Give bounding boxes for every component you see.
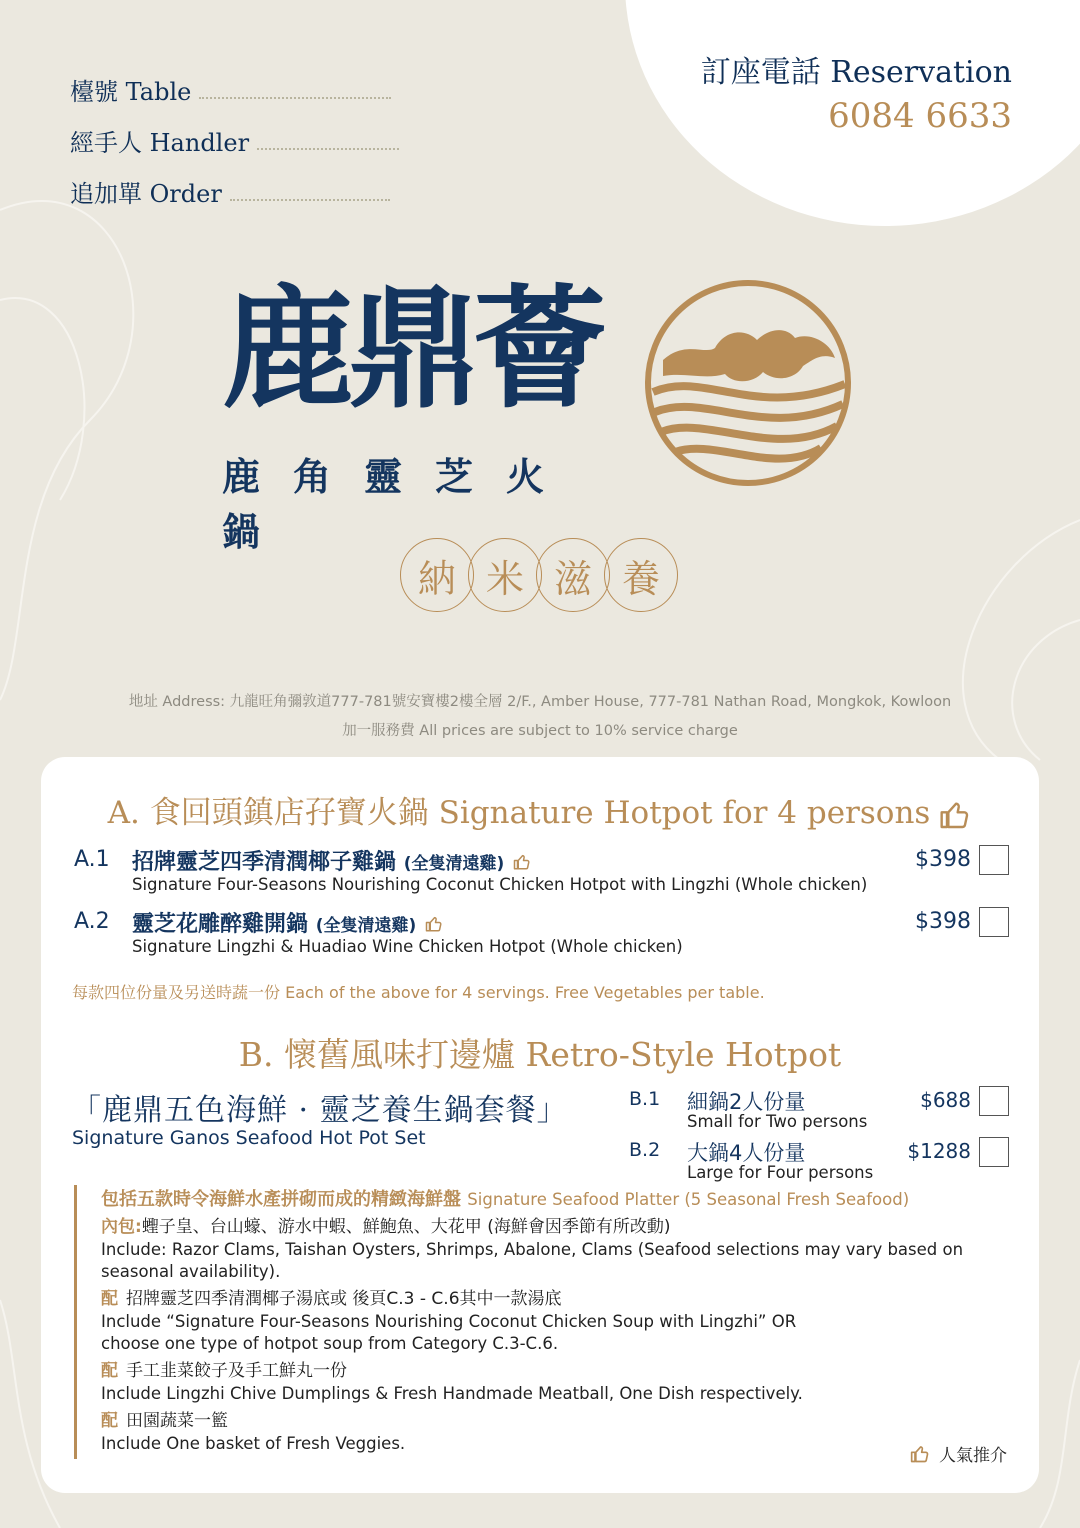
handler-line[interactable] (257, 148, 399, 150)
item-name-en: Signature Four-Seasons Nourishing Coconut Chicken Hotpot with Lingzhi (Whole chicken) (132, 875, 868, 894)
order-fields (70, 56, 399, 209)
item-note: (全隻清遠雞) (403, 854, 505, 874)
item-name-en: Small for Two persons (687, 1112, 868, 1131)
set-name-en: Signature Ganos Seafood Hot Pot Set (72, 1127, 426, 1149)
detail-en: Include: Razor Clams, Taishan Oysters, Shrimps, Abalone, Clams (Seafood selections may vary based on seasonal availability). (101, 1240, 964, 1281)
order-checkbox[interactable] (979, 845, 1009, 875)
table-field[interactable] (70, 56, 399, 107)
service-charge-line: 加一服務費 All prices are subject to 10% service charge (342, 723, 738, 739)
detail-cn (101, 1409, 1011, 1433)
legend (909, 1441, 1007, 1466)
item-note: (全隻清遠雞) (315, 916, 417, 936)
item-name-cn: 細鍋2人份量 (687, 1090, 806, 1114)
item-name-cn (132, 845, 532, 876)
table-label: 檯號 Table (70, 78, 192, 106)
reservation-phone[interactable]: 6084 6633 (828, 96, 1012, 136)
item-code: B.1 (629, 1088, 661, 1110)
platter-details (74, 1185, 1011, 1459)
order-field[interactable] (70, 158, 399, 209)
detail-cn-text: 招牌靈芝四季清潤椰子湯底或 後頁C.3 - C.6其中一款湯底 (126, 1289, 562, 1309)
tagline-char: 養 (604, 538, 678, 612)
tagline (400, 538, 672, 612)
thumbs-up-icon (512, 853, 532, 871)
section-b-title: B. 懷舊風味打邊爐 Retro-Style Hotpot (238, 1035, 842, 1074)
detail-label: 配 (101, 1411, 118, 1431)
item-name-cn (132, 907, 444, 938)
section-a-note: 每款四位份量及另送時蔬一份 Each of the above for 4 servings. Free Vegetables per table. (72, 983, 765, 1002)
section-a-title (41, 787, 1039, 832)
address-line: 地址 Address: 九龍旺角彌敦道777-781號安寶樓2樓全層 2/F., Amber House, 777-781 Nathan Road, Mongkok, Kowloon (128, 694, 952, 710)
legend-label: 人氣推介 (939, 1446, 1007, 1466)
detail-cn (101, 1215, 1011, 1239)
item-price: $398 (915, 909, 971, 934)
reservation-block (701, 52, 1012, 138)
platter-heading-cn: 包括五款時令海鮮水產拼砌而成的精緻海鮮盤 (101, 1189, 461, 1210)
order-checkbox[interactable] (979, 907, 1009, 937)
thumbs-up-icon (938, 799, 972, 831)
address-block (0, 688, 1080, 746)
order-line[interactable] (230, 199, 390, 201)
detail-label: 配 (101, 1361, 118, 1381)
detail-cn-text: 手工韭菜餃子及手工鮮丸一份 (126, 1361, 347, 1381)
item-price: $1288 (907, 1139, 971, 1163)
item-code: A.2 (74, 909, 110, 934)
detail-label: 配 (101, 1289, 118, 1309)
table-line[interactable] (199, 97, 391, 99)
handler-label: 經手人 Handler (70, 129, 250, 157)
item-name-en: Signature Lingzhi & Huadiao Wine Chicken Hotpot (Whole chicken) (132, 937, 683, 956)
brand-subtitle: 鹿角靈芝火鍋 (222, 455, 578, 554)
detail-en: Include One basket of Fresh Veggies. (101, 1434, 406, 1453)
cloud-wave-logo-icon (645, 280, 851, 486)
thumbs-up-icon (909, 1444, 931, 1464)
platter-heading (101, 1185, 1011, 1215)
brand-name: 鹿鼎薈 (222, 272, 600, 427)
set-name-cn: 「鹿鼎五色海鮮 · 靈芝養生鍋套餐」 (71, 1093, 568, 1128)
item-code: A.1 (74, 847, 110, 872)
reservation-label: 訂座電話 Reservation (700, 55, 1012, 90)
item-name-en: Large for Four persons (687, 1163, 874, 1182)
item-name-cn-text: 靈芝花雕醉雞開鍋 (132, 912, 309, 937)
platter-heading-en: Signature Seafood Platter (5 Seasonal Fresh Seafood) (467, 1190, 910, 1209)
section-a-title-text: A. 食回頭鎮店孖寶火鍋 Signature Hotpot for 4 persons (107, 795, 931, 831)
menu-card (41, 757, 1039, 1493)
detail-cn-text: 田園蔬菜一籃 (126, 1411, 228, 1431)
order-checkbox[interactable] (979, 1086, 1009, 1116)
detail-cn-text: 蟶子皇、台山蠔、游水中蝦、鮮鮑魚、大花甲 (海鮮會因季節有所改動) (141, 1217, 671, 1237)
item-code: B.2 (629, 1139, 661, 1161)
tagline-char: 納 (400, 538, 474, 612)
detail-en: Include “Signature Four-Seasons Nourishing Coconut Chicken Soup with Lingzhi” OR choose one type of hotpot soup from Category C.3-C.6. (101, 1312, 797, 1353)
detail-label: 內包: (101, 1217, 142, 1237)
item-price: $398 (915, 847, 971, 872)
thumbs-up-icon (424, 915, 444, 933)
order-label: 追加單 Order (70, 180, 222, 208)
detail-cn (101, 1359, 1011, 1383)
item-name-cn: 大鍋4人份量 (687, 1141, 806, 1165)
detail-en: Include Lingzhi Chive Dumplings & Fresh Handmade Meatball, One Dish respectively. (101, 1384, 803, 1403)
tagline-char: 滋 (536, 538, 610, 612)
detail-cn (101, 1287, 1011, 1311)
tagline-char: 米 (468, 538, 542, 612)
handler-field[interactable] (70, 107, 399, 158)
order-checkbox[interactable] (979, 1137, 1009, 1167)
item-price: $688 (920, 1088, 971, 1112)
item-name-cn-text: 招牌靈芝四季清潤椰子雞鍋 (132, 850, 397, 875)
